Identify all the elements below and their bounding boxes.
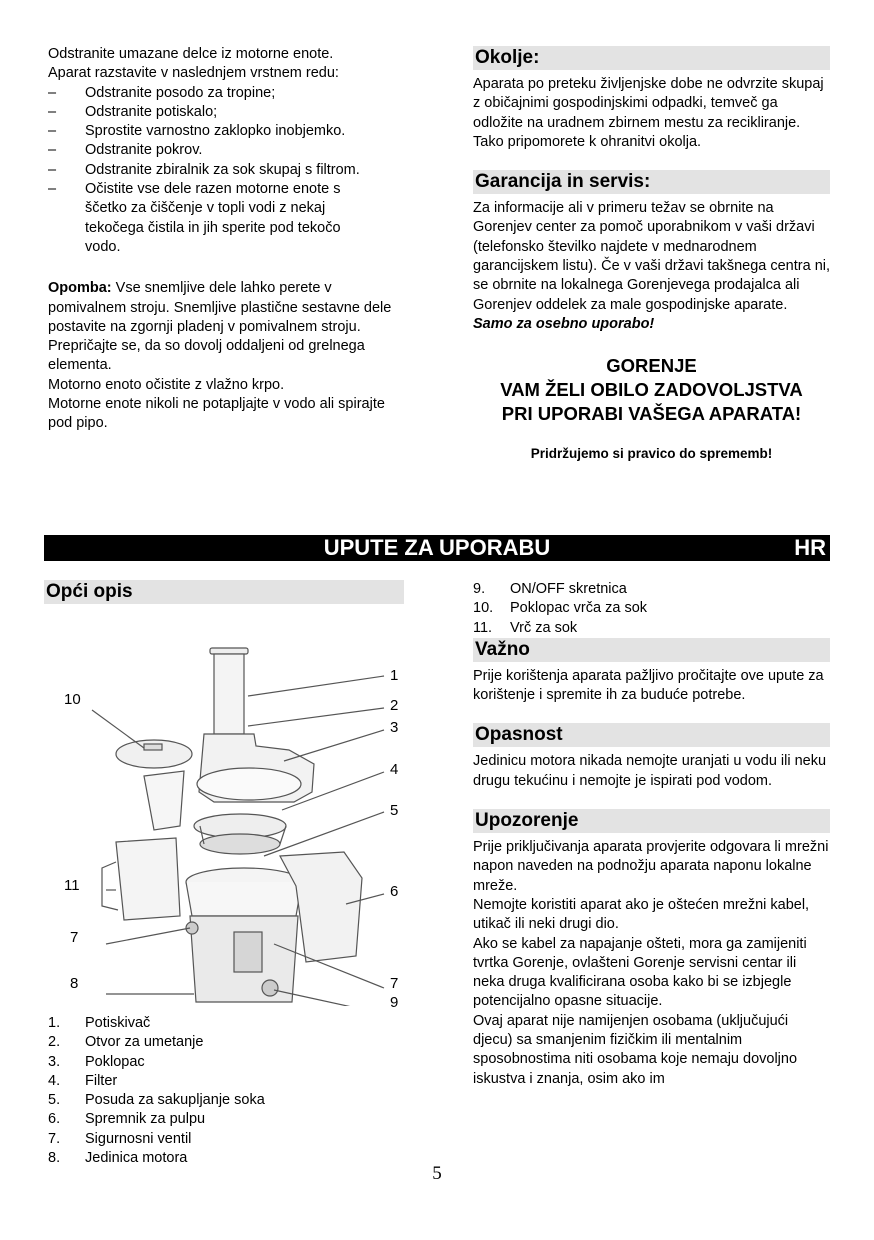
callout-6: 6 bbox=[390, 883, 399, 900]
callout-1: 1 bbox=[390, 667, 399, 684]
list-item: – Odstranite potiskalo; bbox=[48, 103, 218, 120]
upozorenje-p1: Prije priključivanja aparata provjerite odgovara li mrežni napon naveden na podnožju aparata naponu lokalne mreže. bbox=[473, 839, 829, 894]
opasnost-heading: Opasnost bbox=[473, 723, 830, 747]
juicer-diagram bbox=[44, 616, 404, 1011]
section-banner bbox=[44, 535, 830, 561]
upozorenje-p3: Ako se kabel za napajanje ošteti, mora ga zamijeniti tvrtka Gorenje, ovlašteni Gorenje servisni centar ili neka druga kvalificirana osoba kako bi se izbjegle potencijalno opasne situacije. bbox=[473, 935, 807, 1010]
callout-9: 9 bbox=[390, 994, 399, 1011]
garancija-text: Za informacije ali v primeru težav se obrnite na Gorenjev center za pomoč uporabnikom v vaši državi (telefonsko številko najdete v mednarodnem garancijskem listu). Če v vaši državi takšnega centra ni, se obrnite na lokalnega Gorenjevega prodajalca ali Gorenjev oddelek za male gospodinjske aparate. bbox=[473, 200, 831, 313]
list-item: – Odstranite posodo za tropine; bbox=[48, 84, 276, 101]
callout-2: 2 bbox=[390, 697, 399, 714]
list-item: – Očistite vse dele razen motorne enote s ščetko za čiščenje v topli vodi z nekaj tekočega čistila in jih sperite pod tekočo vodo. bbox=[48, 181, 341, 255]
note-line-2: Motorno enoto očistite z vlažno krpo. bbox=[48, 376, 285, 393]
list-item: – Sprostite varnostno zaklopko inobjemko. bbox=[48, 123, 346, 140]
list-item: 9. ON/OFF skretnica bbox=[473, 581, 627, 597]
parts-list-left bbox=[48, 1014, 404, 1168]
callout-11: 11 bbox=[64, 877, 80, 894]
list-item: 4. Filter bbox=[48, 1072, 118, 1089]
okolje-heading: Okolje: bbox=[473, 46, 830, 70]
page-number: 5 bbox=[432, 1163, 442, 1184]
list-item: 5. Posuda za sakupljanje soka bbox=[48, 1092, 265, 1109]
callout-10: 10 bbox=[64, 691, 81, 708]
upozorenje-p2: Nemojte koristiti aparat ako je oštećen mrežni kabel, utikač ili neki drugi dio. bbox=[473, 896, 810, 933]
list-item: 7. Sigurnosni ventil bbox=[48, 1130, 192, 1147]
right-top-column bbox=[473, 46, 830, 464]
list-item: 11. Vrč za sok bbox=[473, 619, 578, 636]
right-bottom-column bbox=[473, 580, 830, 1089]
callout-5: 5 bbox=[390, 802, 399, 819]
language-code: HR bbox=[794, 535, 826, 560]
personal-use-note: Samo za osebno uporabo! bbox=[473, 315, 655, 332]
list-item: – Odstranite zbiralnik za sok skupaj s filtrom. bbox=[48, 161, 360, 178]
upozorenje-heading: Upozorenje bbox=[473, 809, 830, 833]
left-bottom-column bbox=[44, 580, 404, 1168]
disassembly-steps bbox=[48, 84, 408, 258]
callout-3: 3 bbox=[390, 719, 399, 736]
callout-8: 8 bbox=[70, 975, 79, 992]
list-item: 10. Poklopac vrča za sok bbox=[473, 600, 648, 617]
list-item: 3. Poklopac bbox=[48, 1053, 145, 1070]
slogan: GORENJE VAM ŽELI OBILO ZADOVOLJSTVA PRI UPORABI VAŠEGA APARATA! bbox=[500, 355, 803, 425]
vazno-text: Prije korištenja aparata pažljivo pročitajte ove upute za korištenje i spremite ih za buduće potrebe. bbox=[473, 667, 824, 704]
upozorenje-p4: Ovaj aparat nije namijenjen osobama (uključujući djecu) sa smanjenim fizičkim ili mentalnim sposobnostima niti osobama koje nemaju dovoljno iskustva i znanja, osim ako im bbox=[473, 1012, 798, 1087]
garancija-heading: Garancija in servis: bbox=[473, 170, 830, 194]
juicer-exploded-view bbox=[44, 616, 404, 1006]
left-top-column bbox=[48, 45, 408, 434]
general-description-heading: Opći opis bbox=[44, 580, 404, 604]
list-item: – Odstranite pokrov. bbox=[48, 142, 203, 159]
note-line-3: Motorne enote nikoli ne potapljajte v vodo ali spirajte pod pipo. bbox=[48, 396, 385, 432]
okolje-text: Aparata po preteku življenjske dobe ne odvrzite skupaj z običajnimi gospodinjskimi odpadki, temveč ga odložite na uradnem zbirnem mestu za recikliranje. Tako pripomorete k ohranitvi okolja. bbox=[473, 76, 824, 150]
list-item: 8. Jedinica motora bbox=[48, 1150, 188, 1167]
opasnost-text: Jedinicu motora nikada nemojte uranjati u vodu ili neku drugu tekućinu i nemojte je ispirati pod vodom. bbox=[473, 753, 827, 789]
note-paragraph: Opomba: Vse snemljive dele lahko perete v pomivalnem stroju. Snemljive plastične sestavne dele postavite na zgornji pladenj v pomivalnem stroju. Prepričajte se, da so dovolj oddaljeni od grelnega elementa. bbox=[48, 280, 392, 374]
reserve-notice: Pridržujemo si pravico do sprememb! bbox=[530, 446, 773, 462]
intro-line-1: Odstranite umazane delce iz motorne enote. bbox=[48, 46, 334, 62]
banner-title: UPUTE ZA UPORABU bbox=[323, 535, 551, 560]
callout-4: 4 bbox=[390, 761, 399, 778]
vazno-heading: Važno bbox=[473, 638, 830, 662]
note-label: Opomba: bbox=[48, 280, 112, 297]
list-item: 6. Spremnik za pulpu bbox=[48, 1111, 206, 1128]
intro-line-2: Aparat razstavite v naslednjem vrstnem redu: bbox=[48, 65, 339, 82]
list-item: 1. Potiskivač bbox=[48, 1015, 151, 1031]
list-item: 2. Otvor za umetanje bbox=[48, 1034, 204, 1051]
callout-7a: 7 bbox=[70, 929, 79, 946]
callout-7b: 7 bbox=[390, 975, 399, 992]
parts-list-right bbox=[473, 580, 830, 638]
